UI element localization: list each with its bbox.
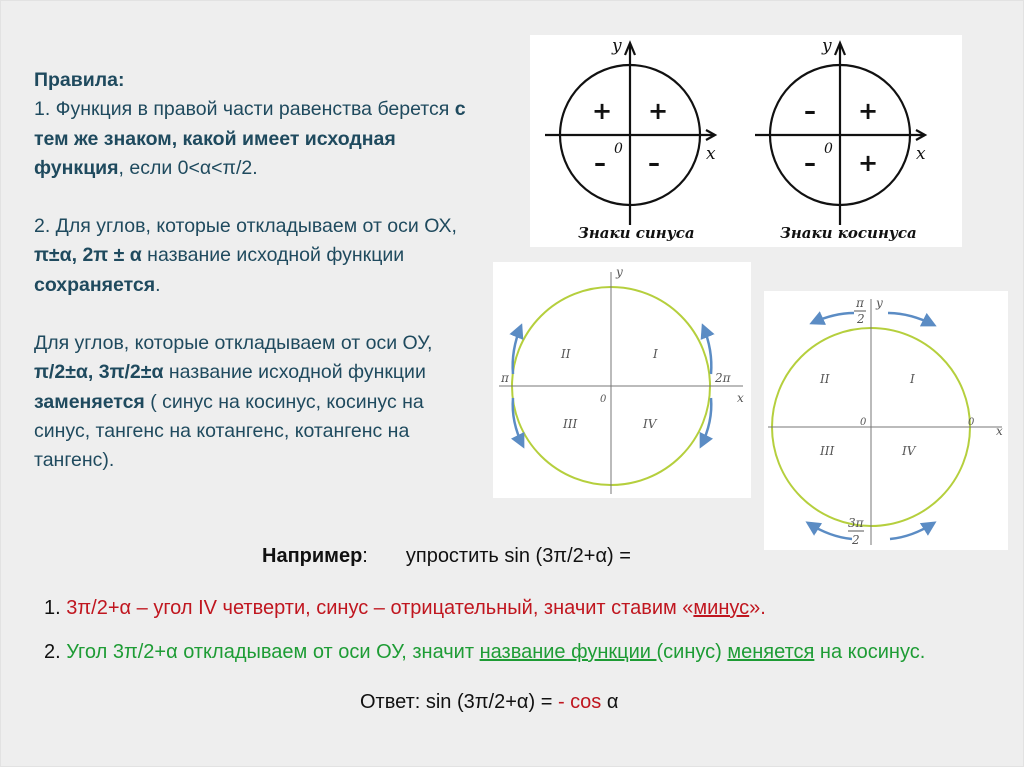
arrow-pi2-left (812, 313, 854, 323)
axis-y-label: y (876, 296, 883, 310)
rule-2-angles: π±α, 2π ± α (34, 244, 142, 267)
origin-label: 0 (860, 417, 867, 428)
step-2-changes: меняется (727, 641, 815, 663)
step-2-end: на косинус. (814, 641, 926, 663)
quadrant-i: I (653, 347, 658, 361)
pi-label: π (501, 371, 509, 385)
step-1 (44, 597, 766, 620)
step-2-sine: (синус) (656, 641, 728, 663)
cosine-sign-q4: + (858, 149, 879, 177)
origin-label: 0 (600, 394, 607, 405)
quadrant-ii: II (820, 372, 830, 386)
rule-1-condition: , если 0<α<π/2. (118, 156, 258, 179)
quadrant-iii: III (563, 417, 578, 431)
rule-3 (34, 329, 484, 475)
three-pi-over-2-num: 3π (848, 516, 864, 530)
quadrant-iii: III (820, 444, 835, 458)
rules-heading: Правила: (34, 69, 125, 91)
quadrant-ii: II (561, 347, 571, 361)
sine-axis-y: y (612, 36, 622, 56)
two-pi-label: 2π (715, 371, 731, 385)
quadrant-iv: IV (902, 444, 916, 458)
rule-2-text: 2. Для углов, которые откладываем от оси ОХ, (34, 215, 457, 238)
axis-y-label: y (616, 265, 623, 279)
answer-alpha: α (601, 691, 619, 713)
axis-x-label: x (737, 391, 744, 405)
step-1-text: 3π/2+α – угол IV четверти, синус – отрицательный, значит ставим « (60, 597, 694, 619)
answer-prefix: Ответ: sin (3π/2+α) = (360, 691, 558, 713)
sine-sign-q3: – (594, 149, 606, 177)
step-2-number: 2. (44, 641, 61, 663)
example-line (262, 545, 631, 568)
cosine-sign-q2: – (804, 97, 816, 125)
rule-1-text: 1. Функция в правой части равенства берется (34, 98, 455, 121)
sine-sign-q4: – (648, 149, 660, 177)
arrow-pi2-right (888, 313, 934, 325)
example-task: упростить sin (3π/2+α) = (405, 545, 631, 567)
arrow-3pi2-right (890, 523, 934, 539)
step-1-number: 1. (44, 597, 61, 619)
rule-2-text-b: название исходной функции (141, 244, 405, 267)
step-2-text: Угол 3π/2+α откладываем от оси ОУ, значит (60, 641, 480, 663)
quadrant-diagram-ox (493, 262, 751, 498)
pi-over-2-num: π (856, 296, 864, 310)
cosine-origin: 0 (824, 141, 833, 157)
three-pi-over-2-den: 2 (852, 533, 860, 547)
rules-block (34, 66, 484, 476)
sign-diagrams-panel (530, 35, 962, 247)
example-colon: : (362, 545, 368, 567)
arrow-3pi2-left (808, 523, 852, 539)
quadrant-diagram-oy (764, 291, 1008, 550)
sine-axis-x: x (706, 144, 716, 164)
cosine-axis-x: x (916, 144, 926, 164)
cosine-caption: Знаки косинуса (780, 224, 917, 242)
step-2-func-name: название функции (479, 641, 657, 663)
rule-2-bold: сохраняется (34, 273, 156, 296)
step-1-end: ». (749, 597, 766, 619)
rule-2-end: . (155, 273, 161, 296)
cosine-sign-q1: + (858, 97, 879, 125)
step-2 (44, 638, 944, 666)
rule-3-end: ( синус на косинус, косинус на синус, тангенс на котангенс, котангенс на тангенс). (34, 390, 424, 472)
sine-sign-q1: + (648, 97, 669, 125)
answer-minus-cos: - cos (557, 691, 602, 713)
rule-1 (34, 95, 484, 183)
axis-x-label: x (996, 424, 1003, 438)
sine-caption: Знаки синуса (578, 224, 695, 242)
answer-line (360, 691, 618, 714)
rule-3-text: Для углов, которые откладываем от оси ОУ, (34, 332, 433, 355)
cosine-axis-y: y (822, 36, 832, 56)
step-1-minus: минус (693, 597, 750, 619)
rule-3-text-b: название исходной функции (163, 361, 426, 384)
sine-sign-q2: + (592, 97, 613, 125)
cosine-sign-q3: – (804, 149, 816, 177)
example-label: Например (262, 545, 363, 567)
quadrant-iv: IV (643, 417, 657, 431)
origin-right-label: 0 (968, 417, 975, 428)
rule-3-bold: заменяется (34, 390, 145, 413)
rule-1-bold: с тем же знаком, какой имеет исходная функция (34, 98, 466, 179)
quadrant-i: I (910, 372, 915, 386)
sine-origin: 0 (614, 141, 623, 157)
rule-3-angles: π/2±α, 3π/2±α (34, 361, 164, 384)
pi-over-2-den: 2 (857, 312, 865, 326)
rule-2 (34, 212, 484, 300)
